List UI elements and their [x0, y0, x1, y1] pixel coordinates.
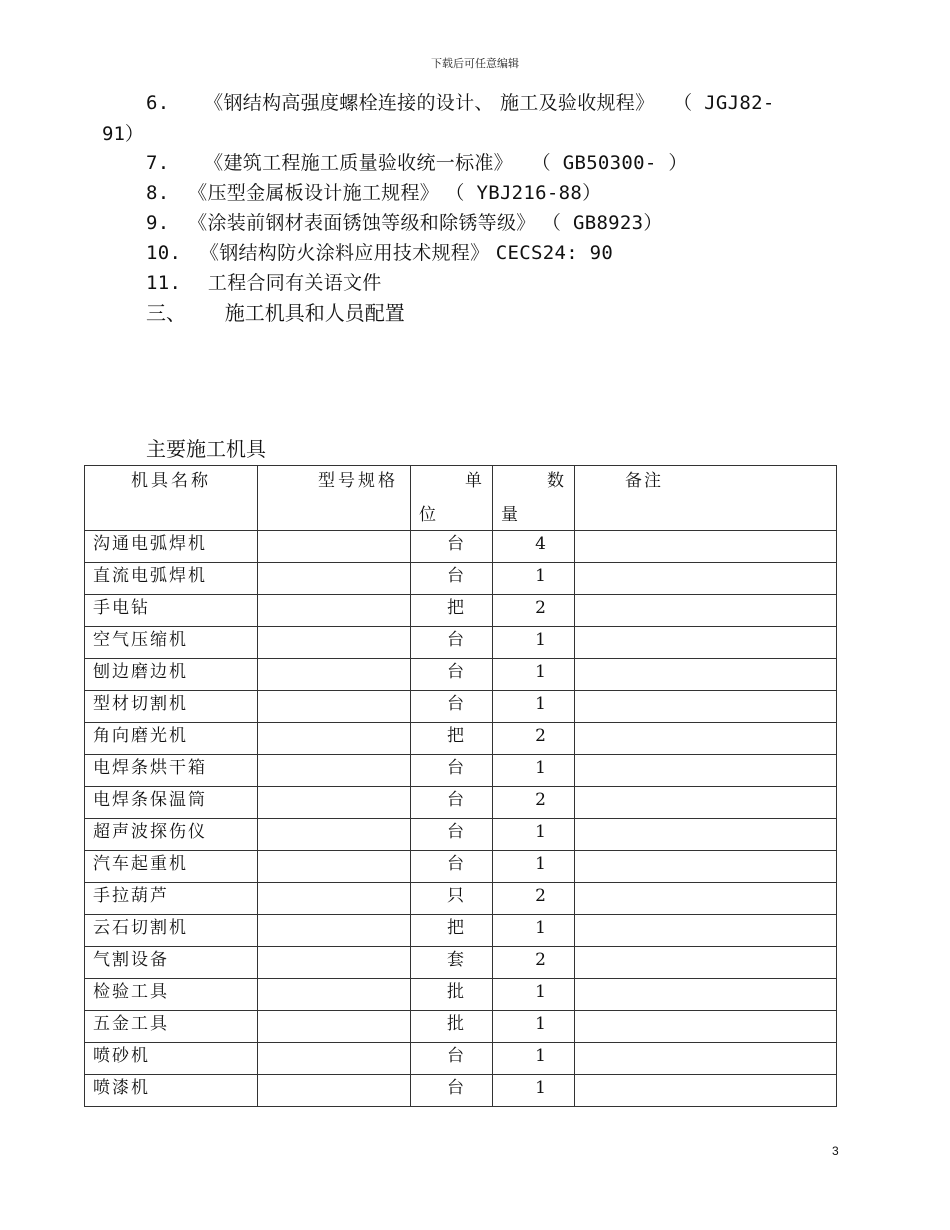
reference-title: 《建筑工程施工质量验收统一标准》 — [204, 152, 513, 174]
model-spec-cell — [258, 851, 411, 883]
equipment-name-cell: 电焊条保温筒 — [85, 787, 258, 819]
reference-code: （ YBJ216-88） — [445, 182, 602, 204]
header-label-bottom: 位 — [419, 505, 436, 525]
remarks-cell — [575, 563, 837, 595]
equipment-name-cell: 角向磨光机 — [85, 723, 258, 755]
unit-cell: 套 — [411, 947, 493, 979]
reference-item-6-wrap: 91） — [102, 123, 144, 145]
reference-item-6 — [146, 88, 775, 115]
page-header-note: 下载后可任意编辑 — [431, 57, 519, 70]
remarks-cell — [575, 915, 837, 947]
reference-code: CECS24: 90 — [495, 242, 614, 264]
header-label-bottom: 量 — [501, 505, 518, 525]
unit-cell: 台 — [411, 1075, 493, 1107]
table-row — [85, 883, 837, 915]
equipment-name-cell: 刨边磨边机 — [85, 659, 258, 691]
equipment-name-cell: 手电钻 — [85, 595, 258, 627]
unit-cell: 台 — [411, 755, 493, 787]
table-row — [85, 819, 837, 851]
quantity-cell: 1 — [493, 627, 575, 659]
quantity-cell: 4 — [493, 531, 575, 563]
equipment-name-cell: 手拉葫芦 — [85, 883, 258, 915]
reference-number: 8. — [146, 182, 170, 204]
quantity-cell: 2 — [493, 787, 575, 819]
quantity-cell: 1 — [493, 563, 575, 595]
equipment-name-cell: 空气压缩机 — [85, 627, 258, 659]
model-spec-cell — [258, 915, 411, 947]
equipment-name-cell: 云石切割机 — [85, 915, 258, 947]
reference-item-9 — [146, 208, 663, 235]
unit-cell: 台 — [411, 1043, 493, 1075]
remarks-cell — [575, 1011, 837, 1043]
remarks-cell — [575, 531, 837, 563]
quantity-cell: 2 — [493, 947, 575, 979]
model-spec-cell — [258, 1075, 411, 1107]
remarks-cell — [575, 979, 837, 1011]
table-row — [85, 979, 837, 1011]
remarks-cell — [575, 819, 837, 851]
quantity-cell: 1 — [493, 1075, 575, 1107]
equipment-table-body — [85, 531, 837, 1107]
model-spec-cell — [258, 531, 411, 563]
model-spec-cell — [258, 723, 411, 755]
table-row — [85, 1011, 837, 1043]
quantity-cell: 1 — [493, 851, 575, 883]
model-spec-cell — [258, 755, 411, 787]
model-spec-cell — [258, 1043, 411, 1075]
reference-title: 《钢结构高强度螺栓连接的设计、 施工及验收规程》 — [204, 92, 655, 114]
table-header-row — [85, 466, 837, 531]
unit-cell: 台 — [411, 659, 493, 691]
table-row — [85, 1075, 837, 1107]
table-row — [85, 787, 837, 819]
header-quantity — [493, 466, 575, 531]
reference-code: （ GB50300- ） — [531, 152, 688, 174]
equipment-name-cell: 汽车起重机 — [85, 851, 258, 883]
model-spec-cell — [258, 563, 411, 595]
table-row — [85, 659, 837, 691]
reference-title: 工程合同有关语文件 — [207, 272, 382, 294]
reference-number: 6. — [146, 92, 170, 114]
remarks-cell — [575, 691, 837, 723]
unit-cell: 批 — [411, 1011, 493, 1043]
quantity-cell: 1 — [493, 659, 575, 691]
reference-title: 《涂装前钢材表面锈蚀等级和除锈等级》 — [188, 212, 536, 234]
quantity-cell: 2 — [493, 723, 575, 755]
header-remarks — [575, 466, 837, 531]
reference-number: 11. — [146, 272, 182, 294]
quantity-cell: 2 — [493, 595, 575, 627]
header-unit — [411, 466, 493, 531]
reference-number: 7. — [146, 152, 170, 174]
unit-cell: 台 — [411, 531, 493, 563]
model-spec-cell — [258, 1011, 411, 1043]
unit-cell: 台 — [411, 851, 493, 883]
header-equipment-name — [85, 466, 258, 531]
equipment-name-cell: 沟通电弧焊机 — [85, 531, 258, 563]
unit-cell: 台 — [411, 691, 493, 723]
header-label: 机具名称 — [131, 471, 211, 491]
model-spec-cell — [258, 787, 411, 819]
quantity-cell: 1 — [493, 1011, 575, 1043]
header-label-top: 数 — [547, 471, 564, 491]
remarks-cell — [575, 627, 837, 659]
quantity-cell: 1 — [493, 1043, 575, 1075]
table-row — [85, 1043, 837, 1075]
remarks-cell — [575, 1043, 837, 1075]
equipment-name-cell: 喷漆机 — [85, 1075, 258, 1107]
unit-cell: 只 — [411, 883, 493, 915]
model-spec-cell — [258, 883, 411, 915]
reference-title: 《压型金属板设计施工规程》 — [188, 182, 440, 204]
model-spec-cell — [258, 979, 411, 1011]
header-model-spec — [258, 466, 411, 531]
reference-code: （ JGJ82- — [673, 92, 775, 114]
unit-cell: 把 — [411, 595, 493, 627]
unit-cell: 把 — [411, 723, 493, 755]
table-row — [85, 691, 837, 723]
table-row — [85, 563, 837, 595]
remarks-cell — [575, 883, 837, 915]
reference-item-10 — [146, 238, 613, 265]
reference-item-8 — [146, 178, 601, 205]
unit-cell: 批 — [411, 979, 493, 1011]
table-row — [85, 595, 837, 627]
equipment-name-cell: 超声波探伤仪 — [85, 819, 258, 851]
quantity-cell: 1 — [493, 691, 575, 723]
equipment-name-cell: 直流电弧焊机 — [85, 563, 258, 595]
remarks-cell — [575, 947, 837, 979]
table-row — [85, 851, 837, 883]
quantity-cell: 1 — [493, 979, 575, 1011]
remarks-cell — [575, 755, 837, 787]
section-title: 施工机具和人员配置 — [224, 301, 405, 325]
equipment-name-cell: 气割设备 — [85, 947, 258, 979]
model-spec-cell — [258, 595, 411, 627]
section-heading — [146, 297, 405, 326]
model-spec-cell — [258, 691, 411, 723]
page-number: 3 — [832, 1144, 839, 1158]
reference-title: 《钢结构防火涂料应用技术规程》 — [199, 242, 490, 264]
remarks-cell — [575, 595, 837, 627]
quantity-cell: 2 — [493, 883, 575, 915]
header-label-top: 单 — [465, 471, 482, 491]
unit-cell: 台 — [411, 819, 493, 851]
reference-item-11 — [146, 268, 382, 295]
header-label: 型号规格 — [318, 471, 398, 491]
table-caption: 主要施工机具 — [146, 437, 266, 461]
header-label: 备注 — [625, 471, 663, 491]
table-row — [85, 947, 837, 979]
reference-number: 10. — [146, 242, 182, 264]
remarks-cell — [575, 723, 837, 755]
equipment-name-cell: 喷砂机 — [85, 1043, 258, 1075]
quantity-cell: 1 — [493, 819, 575, 851]
quantity-cell: 1 — [493, 915, 575, 947]
remarks-cell — [575, 1075, 837, 1107]
equipment-table — [84, 465, 837, 1107]
equipment-name-cell: 型材切割机 — [85, 691, 258, 723]
section-number: 三、 — [146, 301, 186, 325]
model-spec-cell — [258, 819, 411, 851]
remarks-cell — [575, 787, 837, 819]
table-row — [85, 627, 837, 659]
table-row — [85, 755, 837, 787]
reference-item-7 — [146, 148, 688, 175]
table-row — [85, 531, 837, 563]
unit-cell: 台 — [411, 787, 493, 819]
unit-cell: 台 — [411, 627, 493, 659]
remarks-cell — [575, 659, 837, 691]
equipment-name-cell: 电焊条烘干箱 — [85, 755, 258, 787]
unit-cell: 台 — [411, 563, 493, 595]
equipment-name-cell: 五金工具 — [85, 1011, 258, 1043]
reference-number: 9. — [146, 212, 170, 234]
reference-code: （ GB8923） — [541, 212, 663, 234]
table-row — [85, 915, 837, 947]
quantity-cell: 1 — [493, 755, 575, 787]
table-row — [85, 723, 837, 755]
model-spec-cell — [258, 947, 411, 979]
equipment-name-cell: 检验工具 — [85, 979, 258, 1011]
remarks-cell — [575, 851, 837, 883]
model-spec-cell — [258, 627, 411, 659]
model-spec-cell — [258, 659, 411, 691]
unit-cell: 把 — [411, 915, 493, 947]
